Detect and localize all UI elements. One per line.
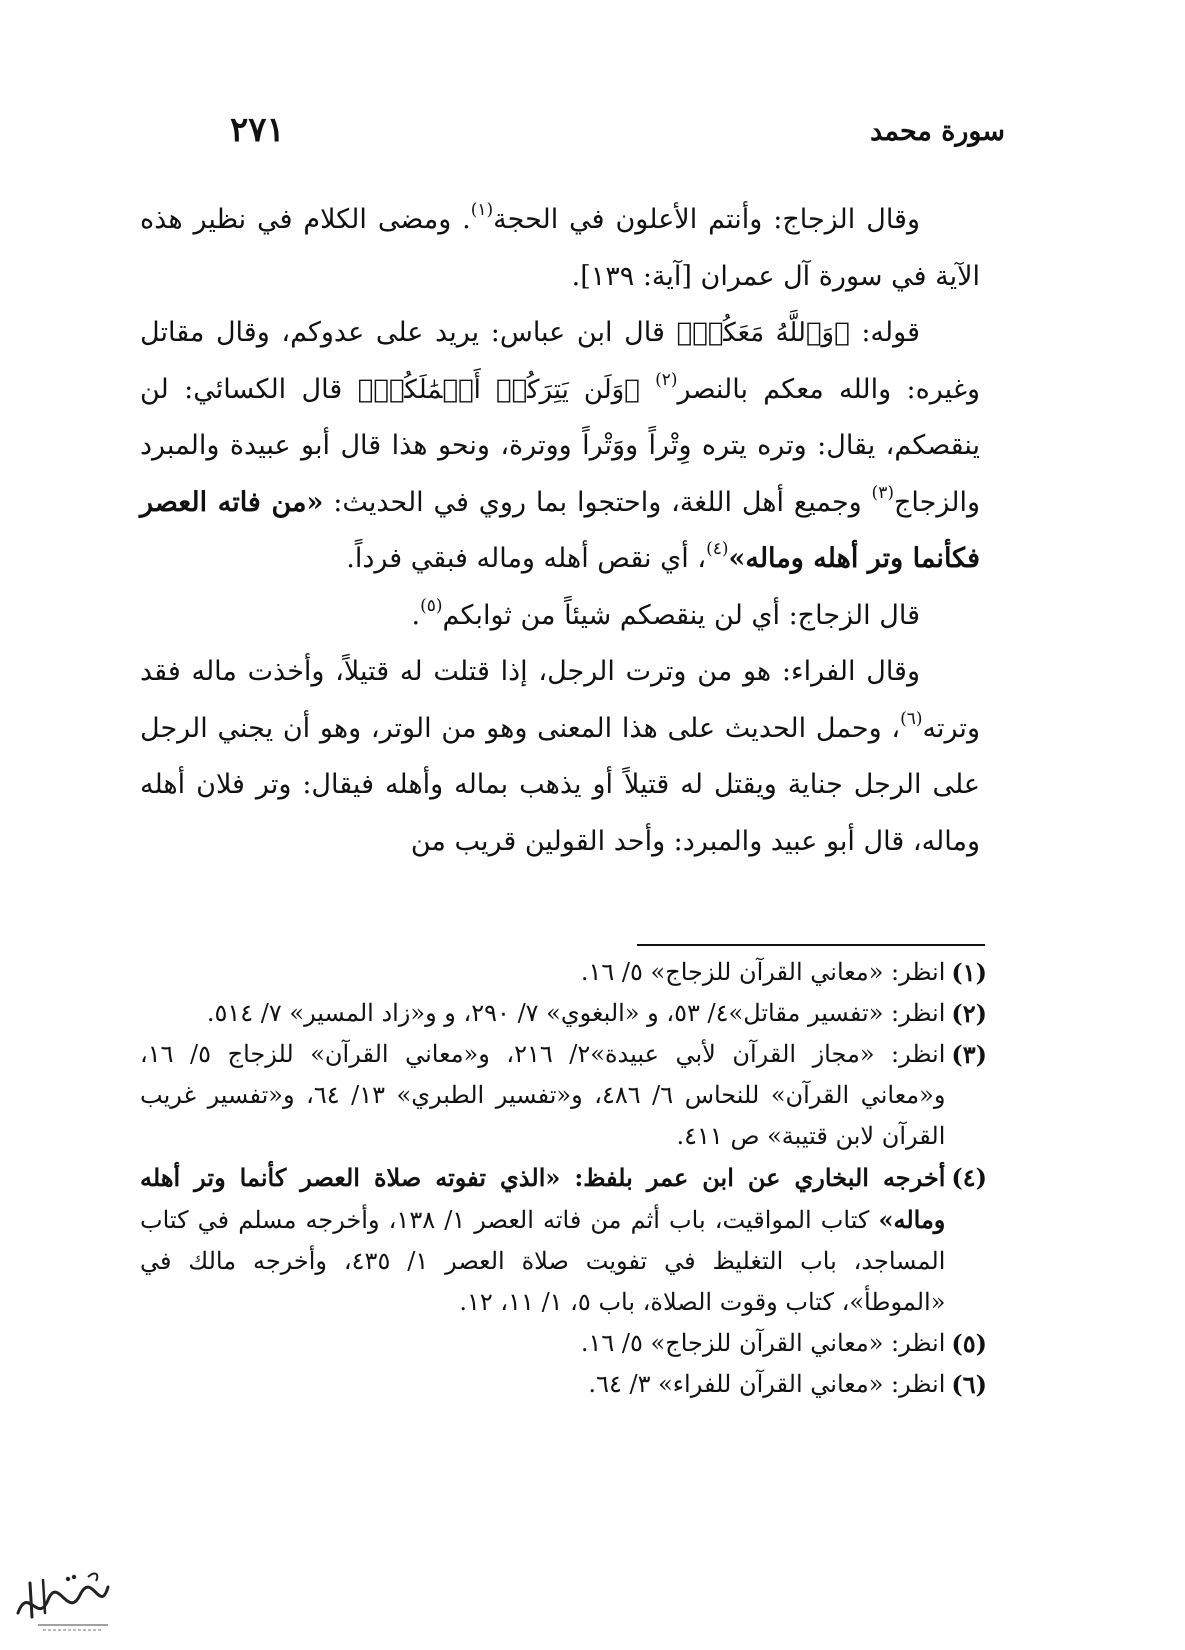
footnote-ref: (٤) bbox=[706, 539, 729, 559]
text-run: وجميع أهل اللغة، واحتجوا بما روي في الحديث: bbox=[323, 486, 872, 518]
footnote-ref: (٢) bbox=[655, 369, 678, 390]
footnote-item bbox=[140, 1364, 987, 1405]
footnote-number: (٢) bbox=[951, 999, 987, 1028]
footnotes bbox=[140, 952, 987, 1405]
footnote-text: انظر: «مجاز القرآن لأبي عبيدة»٢/ ٢١٦، و«معاني القرآن» للزجاج ٥/ ١٦، و«معاني القرآن» للنحاس ٦/ ٤٨٦، و«تفسير الطبري» ١٣/ ٦٤، و«تفسير غريب القرآن لابن قتيبة» ص ٤١١. bbox=[140, 1040, 946, 1150]
text-run: قال الزجاج: أي لن ينقصكم شيئاً من ثوابكم bbox=[442, 599, 920, 631]
watermark-logo bbox=[8, 1565, 118, 1635]
footnote-text bbox=[140, 1157, 945, 1323]
running-title: سورة محمد bbox=[870, 116, 1005, 147]
footnote-number: (٤) bbox=[951, 1163, 987, 1192]
footnote-number: (٦) bbox=[951, 1370, 987, 1399]
footnote-bold-text: أخرجه البخاري عن ابن عمر بلفظ: «الذي تفوته صلاة العصر كأنما وتر أهله وماله» bbox=[140, 1163, 946, 1234]
quran-quote: ﴿وَٱللَّهُ مَعَكُمۡ﴾ bbox=[676, 318, 850, 348]
footnote-item bbox=[140, 952, 987, 993]
footnote-number: (٣) bbox=[951, 1040, 987, 1069]
text-run: . ومضى الكلام في نظير هذه الآية في سورة آل عمران [آية: ١٣٩]. bbox=[140, 204, 980, 292]
footnote-ref: (٣) bbox=[871, 482, 894, 503]
footnote-number: (٥) bbox=[951, 1329, 987, 1358]
quran-quote: ﴿وَلَن يَتِرَكُمۡ أَعۡمَٰلَكُمۡ﴾ bbox=[357, 374, 640, 405]
page-number: ٢٧١ bbox=[230, 110, 285, 150]
footnote-item bbox=[140, 1323, 987, 1364]
text-run: قال الكسائي: لن ينقصكم، يقال: وتره يتره وِتْراً ووَتْراً ووترة، ونحو هذا قال أبو عبيدة والمبرد والزجاج bbox=[140, 373, 980, 518]
footnote-number: (١) bbox=[951, 958, 987, 987]
text-run: وقال الفراء: هو من وترت الرجل، إذا قتلت له قتيلاً، وأخذت ماله فقد وترته bbox=[140, 656, 980, 744]
footnote-text: انظر: «معاني القرآن للزجاج» ٥/ ١٦. bbox=[580, 1329, 946, 1357]
paragraph bbox=[140, 192, 980, 305]
calligraphy-logo-icon bbox=[8, 1565, 118, 1635]
footnote-item bbox=[140, 993, 987, 1034]
text-run: قال ابن عباس: يريد على عدوكم، وقال مقاتل وغيره: والله معكم بالنصر bbox=[140, 317, 980, 405]
footnote-text-run: كتاب المواقيت، باب أثم من فاته العصر ١/ ١٣٨، وأخرجه مسلم في كتاب المساجد، باب التغليظ في تفويت صلاة العصر ١/ ٤٣٥، وأخرجه مالك في «الموطأ»، كتاب وقوت الصلاة، باب ٥، ١/ ١١، ١٢. bbox=[140, 1206, 946, 1316]
text-run: وقال الزجاج: وأنتم الأعلون في الحجة bbox=[493, 204, 920, 235]
text-run: قوله: bbox=[849, 317, 920, 348]
paragraph bbox=[140, 588, 980, 645]
page-header bbox=[230, 110, 1005, 160]
footnote-text: انظر: «تفسير مقاتل»٤/ ٥٣، و «البغوي» ٧/ ٢٩٠، و و«زاد المسير» ٧/ ٥١٤. bbox=[206, 999, 946, 1027]
paragraph bbox=[140, 305, 980, 588]
main-text bbox=[140, 192, 980, 870]
footnote-text: انظر: «معاني القرآن للفراء» ٣/ ٦٤. bbox=[588, 1370, 946, 1398]
footnote-text: انظر: «معاني القرآن للزجاج» ٥/ ١٦. bbox=[580, 958, 946, 986]
footnote-ref: (٦) bbox=[900, 708, 923, 729]
paragraph bbox=[140, 644, 980, 870]
text-run: . bbox=[411, 599, 421, 631]
text-run: ، أي نقص أهله وماله فبقي فرداً. bbox=[346, 543, 707, 574]
footnote-item bbox=[140, 1157, 987, 1323]
hadith-quote: «من فاته العصر فكأنما وتر أهله وماله» bbox=[140, 486, 980, 574]
footnote-ref: (٥) bbox=[420, 595, 443, 616]
footnote-item bbox=[140, 1034, 987, 1157]
footnote-divider bbox=[637, 944, 985, 946]
text-run: ، وحمل الحديث على هذا المعنى وهو من الوتر، وهو أن يجني الرجل على الرجل جناية ويقتل له قتيلاً أو يذهب بماله وأهله فيقال: وتر فلان أهله وماله، قال أبو عبيد والمبرد: وأحد القولين قريب من bbox=[140, 712, 980, 857]
footnote-ref: (١) bbox=[470, 200, 494, 220]
text-run bbox=[640, 374, 655, 405]
